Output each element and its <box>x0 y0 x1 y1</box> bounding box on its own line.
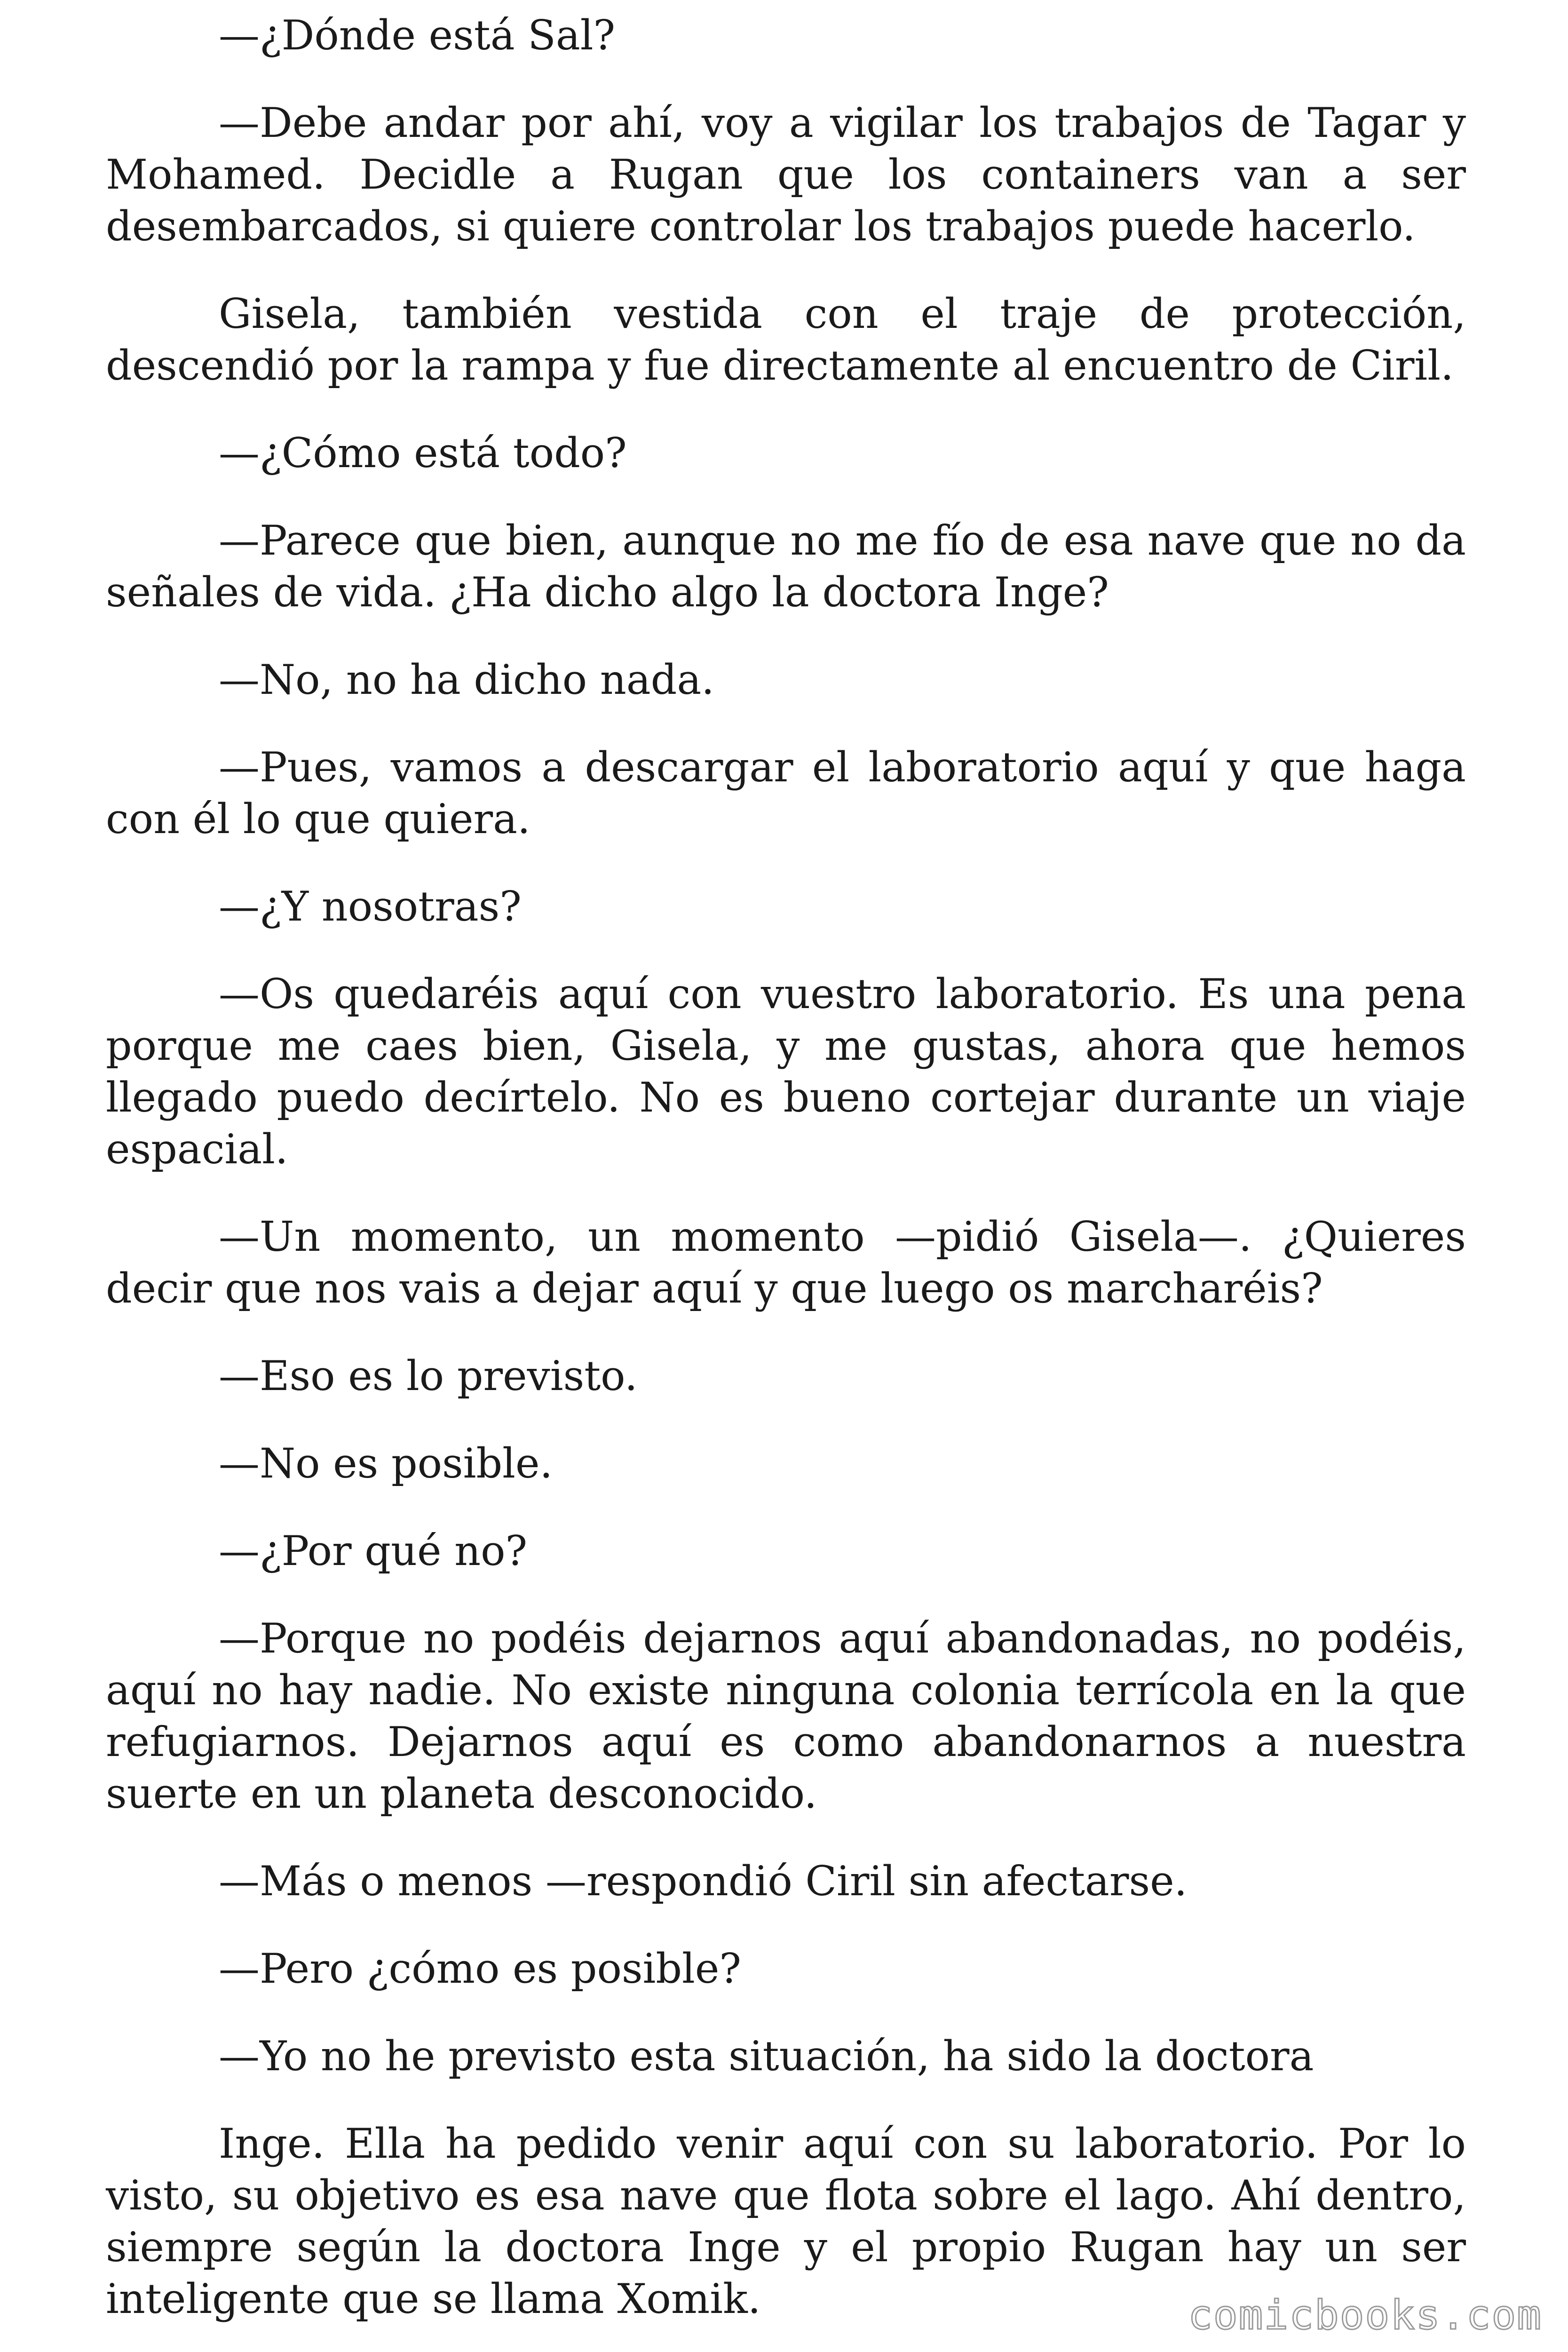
paragraph-7: —Pues, vamos a descargar el laboratorio aquí y que haga con él lo que quiera. <box>106 743 1466 843</box>
paragraph-10: —Un momento, un momento —pidió Gisela—. ¿Quieres decir que nos vais a dejar aquí y que luego os marcharéis? <box>106 1213 1466 1312</box>
paragraph-12: —No es posible. <box>219 1439 553 1487</box>
paragraph-2: —Debe andar por ahí, voy a vigilar los trabajos de Tagar y Mohamed. Decidle a Rugan que los containers van a ser desembarcados, si quiere controlar los trabajos puede hacerlo. <box>106 99 1466 250</box>
paragraph-3: Gisela, también vestida con el traje de protección, descendió por la rampa y fue directamente al encuentro de Ciril. <box>106 290 1466 389</box>
paragraph-6: —No, no ha dicho nada. <box>219 656 714 704</box>
paragraph-16: —Pero ¿cómo es posible? <box>219 1945 741 1993</box>
paragraph-18: Inge. Ella ha pedido venir aquí con su laboratorio. Por lo visto, su objetivo es esa nave que flota sobre el lago. Ahí dentro, siempre según la doctora Inge y el propio Rugan hay un ser inteligente que se llama Xomik. <box>106 2120 1466 2323</box>
text-column <box>106 9 1466 2352</box>
paragraph-11: —Eso es lo previsto. <box>219 1352 638 1400</box>
paragraph-8: —¿Y nosotras? <box>219 882 522 930</box>
paragraph-13: —¿Por qué no? <box>219 1527 528 1575</box>
paragraph-17: —Yo no he previsto esta situación, ha sido la doctora <box>219 2032 1314 2080</box>
paragraph-5: —Parece que bien, aunque no me fío de esa nave que no da señales de vida. ¿Ha dicho algo la doctora Inge? <box>106 516 1466 616</box>
paragraph-9: —Os quedaréis aquí con vuestro laboratorio. Es una pena porque me caes bien, Gisela, y me gustas, ahora que hemos llegado puedo decírtelo. No es bueno cortejar durante un viaje espacial. <box>106 970 1466 1173</box>
watermark: comicbooks.com <box>1188 2292 1542 2339</box>
paragraph-4: —¿Cómo está todo? <box>219 429 627 477</box>
paragraph-14: —Porque no podéis dejarnos aquí abandonadas, no podéis, aquí no hay nadie. No existe ninguna colonia terrícola en la que refugiarnos. Dejarnos aquí es como abandonarnos a nuestra suerte en un planeta desconocido. <box>106 1614 1466 1818</box>
paragraph-1: —¿Dónde está Sal? <box>219 11 616 59</box>
paragraph-15: —Más o menos —respondió Ciril sin afectarse. <box>219 1857 1188 1905</box>
